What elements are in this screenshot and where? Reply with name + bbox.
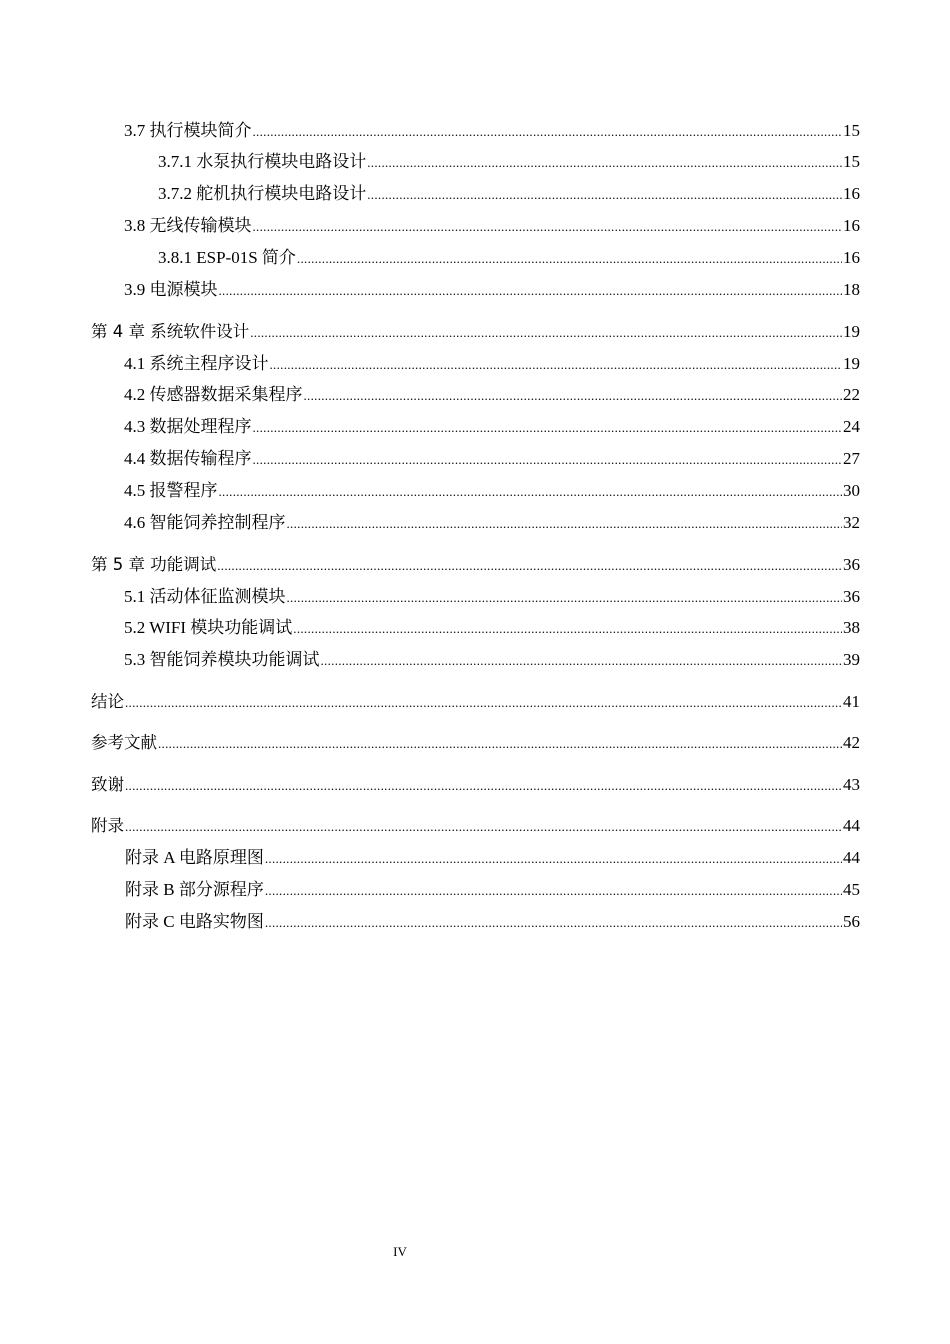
toc-entry-page: 19 bbox=[843, 354, 860, 373]
toc-leader-dots bbox=[250, 322, 842, 344]
toc-entry-label: 3.9 电源模块 bbox=[124, 280, 218, 299]
toc-entry-label: 结论 bbox=[91, 692, 124, 711]
toc-entry-page: 39 bbox=[843, 650, 860, 669]
toc-entry-label: 附录 bbox=[91, 816, 124, 835]
toc-leader-dots bbox=[219, 481, 843, 503]
toc-entry-page: 32 bbox=[843, 513, 860, 532]
toc-leader-dots bbox=[217, 555, 842, 577]
toc-leader-dots bbox=[270, 354, 843, 376]
toc-entry[interactable] bbox=[158, 247, 860, 270]
toc-entry-page: 36 bbox=[843, 587, 860, 606]
toc-entry-label: 附录 B 部分源程序 bbox=[125, 880, 264, 899]
toc-entry[interactable] bbox=[124, 416, 860, 439]
toc-entry-page: 18 bbox=[843, 280, 860, 299]
toc-leader-dots bbox=[125, 692, 842, 714]
toc-entry-page: 16 bbox=[843, 216, 860, 235]
toc-entry-label: 3.7.2 舵机执行模块电路设计 bbox=[158, 184, 367, 203]
toc-leader-dots bbox=[367, 184, 842, 206]
toc-entry-page: 16 bbox=[843, 184, 860, 203]
toc-entry[interactable] bbox=[124, 215, 860, 238]
page-number-footer: IV bbox=[393, 1244, 407, 1259]
toc-entry[interactable] bbox=[124, 480, 860, 503]
toc-entry-page: 16 bbox=[843, 248, 860, 267]
toc-entry-page: 27 bbox=[843, 449, 860, 468]
toc-entry-label: 3.8 无线传输模块 bbox=[124, 216, 252, 235]
toc-entry-label: 4.1 系统主程序设计 bbox=[124, 354, 269, 373]
toc-entry-label: 4.6 智能饲养控制程序 bbox=[124, 513, 286, 532]
toc-entry-label: 附录 A 电路原理图 bbox=[125, 848, 264, 867]
toc-entry-page: 42 bbox=[843, 733, 860, 752]
toc-entry-label: 5.2 WIFI 模块功能调试 bbox=[124, 618, 293, 637]
toc-entry-label: 4.3 数据处理程序 bbox=[124, 417, 252, 436]
toc-entry-label: 3.8.1 ESP-01S 简介 bbox=[158, 248, 296, 267]
toc-entry[interactable] bbox=[125, 847, 860, 870]
toc-entry[interactable] bbox=[125, 911, 860, 934]
toc-leader-dots bbox=[253, 121, 843, 143]
toc-leader-dots bbox=[265, 912, 842, 934]
toc-leader-dots bbox=[265, 880, 842, 902]
toc-chapter-entry[interactable] bbox=[91, 691, 860, 714]
toc-entry-label: 4.2 传感器数据采集程序 bbox=[124, 385, 303, 404]
toc-leader-dots bbox=[253, 449, 843, 471]
toc-entry-page: 44 bbox=[843, 848, 860, 867]
toc-chapter-entry[interactable] bbox=[91, 554, 860, 577]
toc-entry[interactable] bbox=[124, 448, 860, 471]
toc-leader-dots bbox=[219, 280, 843, 302]
toc-entry-page: 30 bbox=[843, 481, 860, 500]
toc-entry-page: 19 bbox=[843, 322, 860, 341]
toc-entry-page: 36 bbox=[843, 555, 860, 574]
toc-entry-label: 致谢 bbox=[91, 775, 124, 794]
toc-entry-page: 38 bbox=[843, 618, 860, 637]
toc-entry[interactable] bbox=[124, 120, 860, 143]
toc-entry[interactable] bbox=[158, 183, 860, 206]
toc-chapter-entry[interactable] bbox=[91, 732, 860, 755]
toc-leader-dots bbox=[297, 248, 842, 270]
toc-leader-dots bbox=[287, 587, 843, 609]
toc-leader-dots bbox=[321, 650, 843, 672]
toc-entry-page: 56 bbox=[843, 912, 860, 931]
toc-entry[interactable] bbox=[124, 384, 860, 407]
toc-entry-page: 15 bbox=[843, 121, 860, 140]
toc-leader-dots bbox=[253, 216, 843, 238]
toc-chapter-entry[interactable] bbox=[91, 774, 860, 797]
toc-entry[interactable] bbox=[124, 353, 860, 376]
toc-entry-label: 3.7 执行模块简介 bbox=[124, 121, 252, 140]
toc-entry-page: 44 bbox=[843, 816, 860, 835]
toc-entry-label: 第 5 章 功能调试 bbox=[91, 555, 217, 574]
toc-leader-dots bbox=[367, 152, 842, 174]
toc-leader-dots bbox=[125, 775, 842, 797]
toc-entry-page: 22 bbox=[843, 385, 860, 404]
toc-leader-dots bbox=[125, 816, 842, 838]
toc-entry-label: 5.3 智能饲养模块功能调试 bbox=[124, 650, 320, 669]
toc-entry-label: 第 4 章 系统软件设计 bbox=[91, 322, 250, 341]
toc-leader-dots bbox=[293, 618, 842, 640]
toc-entry[interactable] bbox=[158, 151, 860, 174]
toc-chapter-entry[interactable] bbox=[91, 321, 860, 344]
toc-entry-label: 参考文献 bbox=[91, 733, 157, 752]
toc-entry[interactable] bbox=[124, 617, 860, 640]
toc-leader-dots bbox=[253, 417, 843, 439]
toc-entry[interactable] bbox=[124, 586, 860, 609]
toc-leader-dots bbox=[265, 848, 842, 870]
toc-leader-dots bbox=[304, 385, 843, 407]
toc-leader-dots bbox=[158, 733, 842, 755]
toc-entry-page: 43 bbox=[843, 775, 860, 794]
toc-entry-page: 15 bbox=[843, 152, 860, 171]
toc-leader-dots bbox=[287, 513, 843, 535]
toc-entry-label: 3.7.1 水泵执行模块电路设计 bbox=[158, 152, 367, 171]
toc-entry-label: 5.1 活动体征监测模块 bbox=[124, 587, 286, 606]
toc-entry-page: 45 bbox=[843, 880, 860, 899]
toc-chapter-entry[interactable] bbox=[91, 815, 860, 838]
toc-entry[interactable] bbox=[124, 512, 860, 535]
toc-entry-label: 4.5 报警程序 bbox=[124, 481, 218, 500]
toc-entry[interactable] bbox=[124, 279, 860, 302]
toc-entry-label: 附录 C 电路实物图 bbox=[125, 912, 264, 931]
toc-entry[interactable] bbox=[125, 879, 860, 902]
toc-entry-label: 4.4 数据传输程序 bbox=[124, 449, 252, 468]
toc-entry-page: 41 bbox=[843, 692, 860, 711]
toc-entry[interactable] bbox=[124, 649, 860, 672]
toc-entry-page: 24 bbox=[843, 417, 860, 436]
